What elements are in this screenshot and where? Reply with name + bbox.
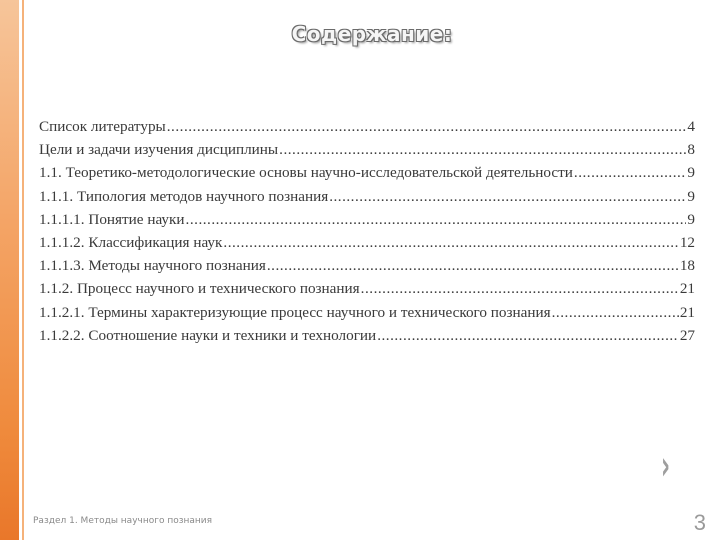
slide-footer: Раздел 1. Методы научного познания — [33, 516, 213, 526]
toc-entry[interactable] — [39, 185, 695, 208]
toc-entry-page: 8 — [687, 141, 695, 159]
toc-entry-text: Цели и задачи изучения дисциплины — [39, 141, 279, 159]
toc-entry-text: 1.1.1.1. Понятие науки — [39, 210, 185, 228]
accent-bar — [0, 0, 19, 540]
toc-entry-page: 18 — [679, 257, 695, 275]
toc-entry-page: 9 — [687, 210, 695, 228]
toc-entry-text: 1.1.1. Типология методов научного познания — [39, 187, 329, 205]
toc-entry[interactable] — [39, 324, 695, 347]
toc-entry-page: 9 — [687, 164, 695, 182]
accent-line — [22, 0, 24, 540]
toc-entry[interactable] — [39, 115, 695, 138]
toc-entry-page: 21 — [679, 280, 695, 298]
toc-entry[interactable] — [39, 277, 695, 300]
toc-entry-text: 1.1.1.3. Методы научного познания — [39, 257, 266, 275]
slide-number: 3 — [693, 510, 706, 535]
toc-leader-dots — [186, 208, 687, 231]
toc-entry-text: Список литературы — [39, 118, 166, 135]
toc-entry-text: 1.1.2.2. Соотношение науки и техники и технологии — [39, 326, 377, 344]
slide-title: Содержание: — [291, 22, 453, 46]
toc-entry[interactable] — [39, 161, 695, 184]
toc-entry-page: 4 — [687, 118, 695, 135]
next-slide-icon[interactable]: › — [661, 443, 671, 489]
toc-leader-dots — [267, 254, 679, 277]
toc-leader-dots — [552, 301, 679, 324]
toc-leader-dots — [223, 231, 678, 254]
toc-leader-dots — [574, 161, 687, 184]
toc-leader-dots — [329, 185, 686, 208]
toc-entry-text: 1.1.2.1. Термины характеризующие процесс научного и технического познания — [39, 303, 551, 321]
toc-entry-text: 1.1. Теоретико-методологические основы научно-исследовательской деятельности — [39, 164, 573, 182]
toc-leader-dots — [167, 115, 687, 138]
toc-leader-dots — [361, 277, 679, 300]
toc-leader-dots — [279, 138, 686, 161]
toc-entry-text: 1.1.1.2. Классификация наук — [39, 234, 223, 252]
toc-entry[interactable] — [39, 254, 695, 277]
toc-entry-text: 1.1.2. Процесс научного и технического познания — [39, 280, 360, 298]
toc-entry[interactable] — [39, 208, 695, 231]
toc-entry[interactable] — [39, 138, 695, 161]
toc-entry[interactable] — [39, 301, 695, 324]
toc-leader-dots — [377, 324, 679, 347]
table-of-contents — [39, 115, 695, 347]
toc-entry[interactable] — [39, 231, 695, 254]
toc-entry-page: 27 — [679, 326, 695, 344]
toc-entry-page: 12 — [679, 234, 695, 252]
toc-entry-page: 9 — [687, 187, 695, 205]
toc-entry-page: 21 — [679, 303, 695, 321]
